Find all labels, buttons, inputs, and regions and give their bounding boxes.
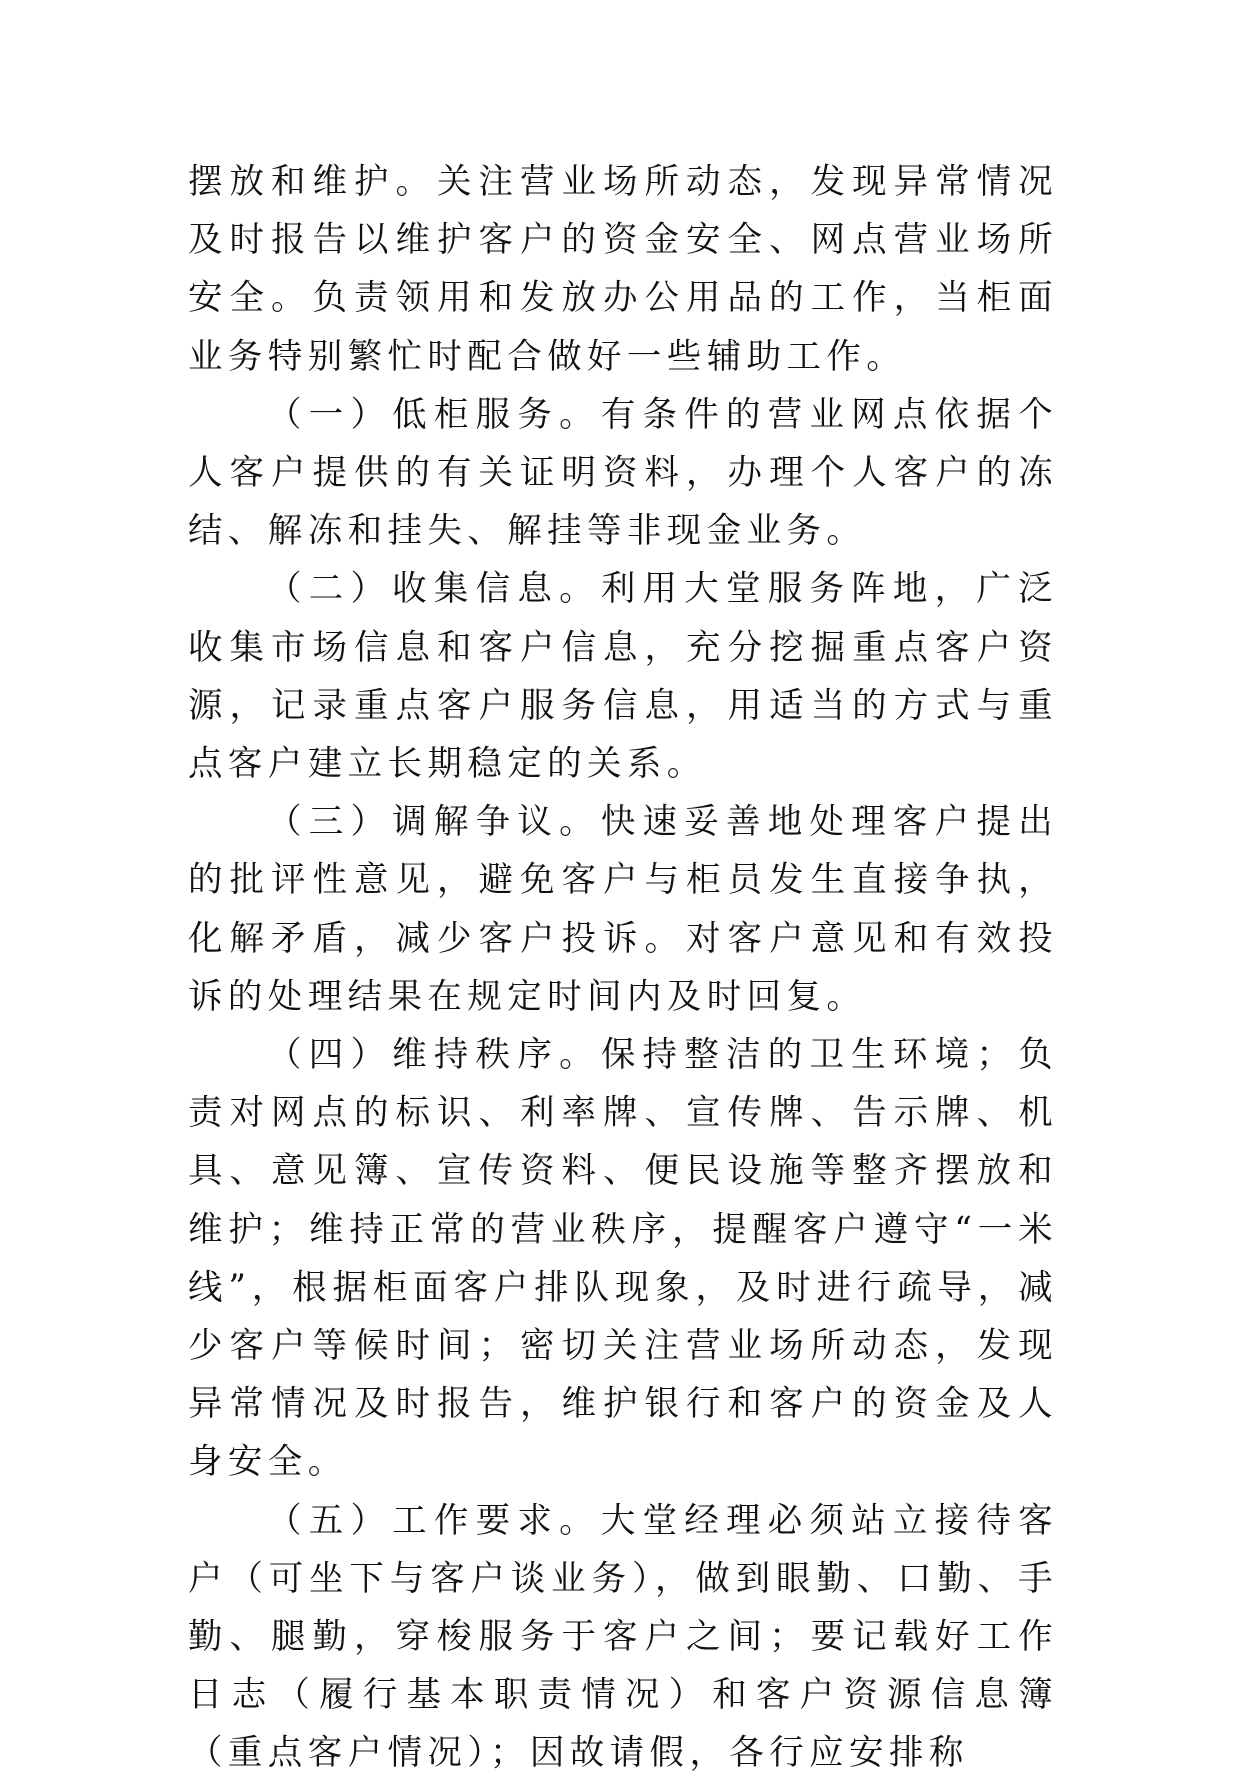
paragraph-low-counter-service: （一）低柜服务。有条件的营业网点依据个人客户提供的有关证明资料，办理个人客户的冻结、解冻和挂失、解挂等非现金业务。 — [188, 394, 1058, 552]
paragraph-maintain-order: （四）维持秩序。保持整洁的卫生环境；负责对网点的标识、利率牌、宣传牌、告示牌、机具、意见簿、宣传资料、便民设施等整齐摆放和维护；维持正常的营业秩序，提醒客户遵守“一米线”，根据柜面客户排队现象，及时进行疏导，减少客户等候时间；密切关注营业场所动态，发现异常情况及时报告，维护银行和客户的资金及人身安全。 — [188, 1035, 1058, 1483]
paragraph-mediate-disputes: （三）调解争议。快速妥善地处理客户提出的批评性意见，避免客户与柜员发生直接争执，化解矛盾，减少客户投诉。对客户意见和有效投诉的处理结果在规定时间内及时回复。 — [188, 802, 1058, 1017]
paragraph-continued: 摆放和维护。关注营业场所动态，发现异常情况及时报告以维护客户的资金安全、网点营业场所安全。负责领用和发放办公用品的工作，当柜面业务特别繁忙时配合做好一些辅助工作。 — [188, 162, 1058, 377]
document-body — [188, 153, 1058, 1783]
paragraph-collect-information: （二）收集信息。利用大堂服务阵地，广泛收集市场信息和客户信息，充分挖掘重点客户资源，记录重点客户服务信息，用适当的方式与重点客户建立长期稳定的关系。 — [188, 569, 1058, 785]
paragraph-work-requirements: （五）工作要求。大堂经理必须站立接待客户（可坐下与客户谈业务），做到眼勤、口勤、手勤、腿勤，穿梭服务于客户之间；要记载好工作日志（履行基本职责情况）和客户资源信息簿（重点客户情况）；因故请假，各行应安排称 — [188, 1500, 1058, 1774]
